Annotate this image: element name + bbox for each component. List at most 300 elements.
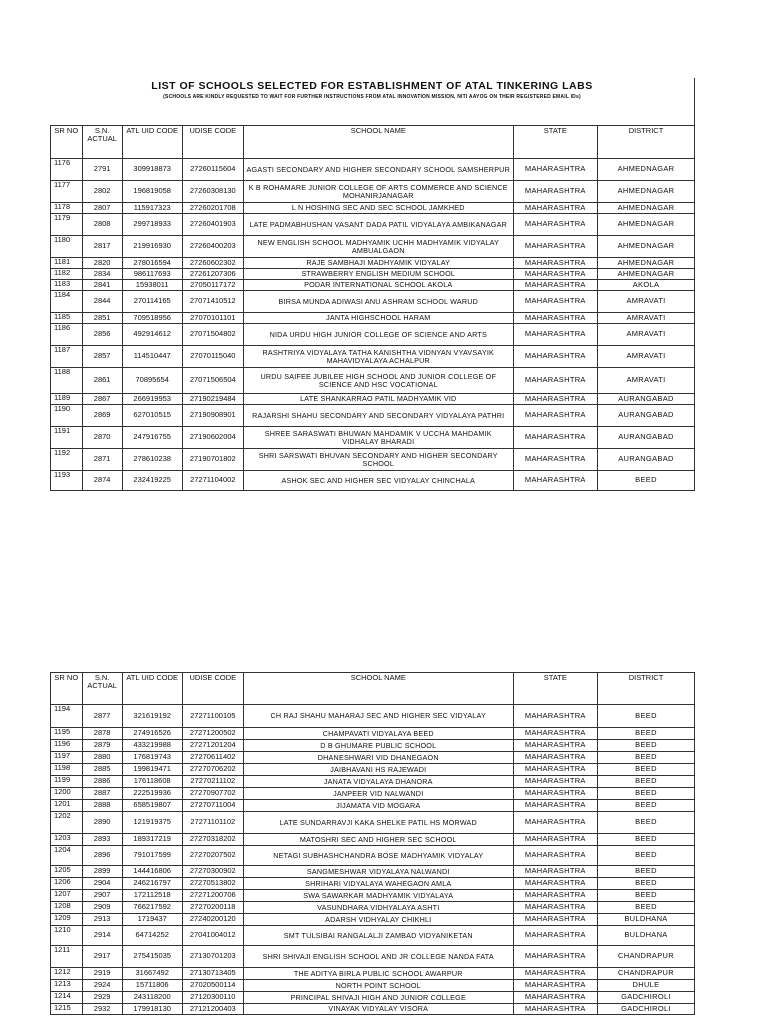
school-name-cell: SHRIHARI VIDYALAYA WAHEGAON AMLA [243, 878, 513, 890]
sn-actual-cell: 2907 [82, 890, 122, 902]
atl-uid-cell: 176819743 [122, 752, 182, 764]
sn-actual-cell: 2841 [82, 280, 122, 291]
sn-actual-cell: 2874 [82, 471, 122, 491]
sn-actual-cell: 2919 [82, 968, 122, 980]
sr-no-cell: 1196 [51, 740, 83, 752]
school-name-cell: SMT TULSIBAI RANGALALJI ZAMBAD VIDYANIKETAN [243, 926, 513, 946]
udise-code-cell: 27070115040 [182, 346, 243, 368]
atl-uid-cell: 232419225 [122, 471, 182, 491]
district-cell: AHMEDNAGAR [597, 181, 694, 203]
sr-no-cell: 1214 [51, 992, 83, 1004]
udise-code-cell: 27240200120 [182, 914, 243, 926]
sn-actual-cell: 2869 [82, 405, 122, 427]
sr-no-cell: 1211 [51, 946, 83, 968]
district-cell: DHULE [597, 980, 694, 992]
sr-no-cell: 1187 [51, 346, 83, 368]
school-name-cell: RAJARSHI SHAHU SECONDARY AND SECONDARY VIDYALAYA PATHRI [243, 405, 513, 427]
atl-uid-cell: 766217592 [122, 902, 182, 914]
header-state: STATE [513, 673, 597, 705]
udise-code-cell: 27121200403 [182, 1004, 243, 1015]
district-cell: CHANDRAPUR [597, 946, 694, 968]
school-name-cell: DHANESHWARI VID DHANEGAON [243, 752, 513, 764]
sn-actual-cell: 2899 [82, 866, 122, 878]
udise-code-cell: 27071506504 [182, 368, 243, 394]
udise-code-cell: 27190219484 [182, 394, 243, 405]
sn-actual-cell: 2870 [82, 427, 122, 449]
sr-no-cell: 1203 [51, 834, 83, 846]
udise-code-cell: 27260401903 [182, 214, 243, 236]
sn-actual-cell: 2834 [82, 269, 122, 280]
sr-no-cell: 1209 [51, 914, 83, 926]
state-cell: MAHARASHTRA [513, 471, 597, 491]
state-cell: MAHARASHTRA [513, 926, 597, 946]
district-cell: BEED [597, 776, 694, 788]
udise-code-cell: 27260115604 [182, 159, 243, 181]
sn-actual-cell: 2791 [82, 159, 122, 181]
udise-code-cell: 27270907702 [182, 788, 243, 800]
atl-uid-cell: 176118608 [122, 776, 182, 788]
district-cell: BEED [597, 788, 694, 800]
atl-uid-cell: 199819471 [122, 764, 182, 776]
table-row [51, 258, 695, 269]
state-cell: MAHARASHTRA [513, 968, 597, 980]
table-header-row [51, 126, 695, 159]
school-name-cell: RAJE SAMBHAJI MADHYAMIK VIDYALAY [243, 258, 513, 269]
state-cell: MAHARASHTRA [513, 214, 597, 236]
district-cell: AURANGABAD [597, 405, 694, 427]
sr-no-cell: 1194 [51, 705, 83, 728]
sr-no-cell: 1180 [51, 236, 83, 258]
header-udise-code: UDISE CODE [182, 673, 243, 705]
district-cell: AMRAVATI [597, 346, 694, 368]
header-sr-no: SR NO [51, 126, 83, 159]
atl-uid-cell: 274916526 [122, 728, 182, 740]
state-cell: MAHARASHTRA [513, 902, 597, 914]
header-sr-no: SR NO [51, 673, 83, 705]
district-cell: BEED [597, 800, 694, 812]
udise-code-cell: 27271100105 [182, 705, 243, 728]
state-cell: MAHARASHTRA [513, 866, 597, 878]
sn-actual-cell: 2861 [82, 368, 122, 394]
udise-code-cell: 27270706202 [182, 764, 243, 776]
school-name-cell: NIDA URDU HIGH JUNIOR COLLEGE OF SCIENCE AND ARTS [243, 324, 513, 346]
school-name-cell: RASHTRIYA VIDYALAYA TATHA KANISHTHA VIDNYAN VYAVSAYIK MAHAVIDYALAYA ACHALPUR [243, 346, 513, 368]
district-cell: BULDHANA [597, 914, 694, 926]
school-name-cell: STRAWBERRY ENGLISH MEDIUM SCHOOL [243, 269, 513, 280]
table-row [51, 269, 695, 280]
udise-code-cell: 27190602004 [182, 427, 243, 449]
sr-no-cell: 1213 [51, 980, 83, 992]
page-frame-line [694, 78, 695, 126]
school-name-cell: NEW ENGLISH SCHOOL MADHYAMIK UCHH MADHYAMIK VIDYALAY AMBUALGAON [243, 236, 513, 258]
sr-no-cell: 1202 [51, 812, 83, 834]
district-cell: AURANGABAD [597, 394, 694, 405]
district-cell: AMRAVATI [597, 313, 694, 324]
state-cell: MAHARASHTRA [513, 812, 597, 834]
sn-actual-cell: 2896 [82, 846, 122, 866]
table-row [51, 764, 695, 776]
district-cell: BEED [597, 752, 694, 764]
district-cell: BEED [597, 834, 694, 846]
district-cell: AMRAVATI [597, 368, 694, 394]
state-cell: MAHARASHTRA [513, 846, 597, 866]
state-cell: MAHARASHTRA [513, 878, 597, 890]
state-cell: MAHARASHTRA [513, 258, 597, 269]
table-row [51, 846, 695, 866]
district-cell: CHANDRAPUR [597, 968, 694, 980]
atl-uid-cell: 196819058 [122, 181, 182, 203]
atl-uid-cell: 709518956 [122, 313, 182, 324]
state-cell: MAHARASHTRA [513, 291, 597, 313]
sr-no-cell: 1181 [51, 258, 83, 269]
state-cell: MAHARASHTRA [513, 800, 597, 812]
state-cell: MAHARASHTRA [513, 394, 597, 405]
sn-actual-cell: 2880 [82, 752, 122, 764]
udise-code-cell: 27120300110 [182, 992, 243, 1004]
sn-actual-cell: 2924 [82, 980, 122, 992]
state-cell: MAHARASHTRA [513, 236, 597, 258]
district-cell: AURANGABAD [597, 427, 694, 449]
sn-actual-cell: 2929 [82, 992, 122, 1004]
sr-no-cell: 1182 [51, 269, 83, 280]
table-body-2 [51, 705, 695, 1015]
school-name-cell: NORTH POINT SCHOOL [243, 980, 513, 992]
state-cell: MAHARASHTRA [513, 752, 597, 764]
school-name-cell: K B ROHAMARE JUNIOR COLLEGE OF ARTS COMMERCE AND SCIENCE MOHANIRJANAGAR [243, 181, 513, 203]
district-cell: BEED [597, 890, 694, 902]
atl-uid-cell: 115917323 [122, 203, 182, 214]
sn-actual-cell: 2914 [82, 926, 122, 946]
school-name-cell: BIRSA MUNDA ADIWASI ANU ASHRAM SCHOOL WARUD [243, 291, 513, 313]
atl-uid-cell: 266919953 [122, 394, 182, 405]
school-name-cell: LATE SUNDARRAVJI KAKA SHELKE PATIL HS MORWAD [243, 812, 513, 834]
header-udise-code: UDISE CODE [182, 126, 243, 159]
sr-no-cell: 1199 [51, 776, 83, 788]
state-cell: MAHARASHTRA [513, 280, 597, 291]
sr-no-cell: 1189 [51, 394, 83, 405]
school-name-cell: LATE SHANKARRAO PATIL MADHYAMIK VID [243, 394, 513, 405]
udise-code-cell: 27271200706 [182, 890, 243, 902]
table-row [51, 313, 695, 324]
school-name-cell: LATE PADMABHUSHAN VASANT DADA PATIL VIDYALAYA AMBIKANAGAR [243, 214, 513, 236]
table-row [51, 346, 695, 368]
school-name-cell: L N HOSHING SEC AND SEC SCHOOL JAMKHED [243, 203, 513, 214]
sn-actual-cell: 2857 [82, 346, 122, 368]
table-row [51, 427, 695, 449]
atl-uid-cell: 247916755 [122, 427, 182, 449]
atl-uid-cell: 1719437 [122, 914, 182, 926]
udise-code-cell: 27020500114 [182, 980, 243, 992]
state-cell: MAHARASHTRA [513, 368, 597, 394]
sn-actual-cell: 2913 [82, 914, 122, 926]
udise-code-cell: 27130713405 [182, 968, 243, 980]
state-cell: MAHARASHTRA [513, 992, 597, 1004]
sn-actual-cell: 2890 [82, 812, 122, 834]
sr-no-cell: 1204 [51, 846, 83, 866]
state-cell: MAHARASHTRA [513, 740, 597, 752]
state-cell: MAHARASHTRA [513, 405, 597, 427]
table-row [51, 324, 695, 346]
state-cell: MAHARASHTRA [513, 890, 597, 902]
state-cell: MAHARASHTRA [513, 834, 597, 846]
state-cell: MAHARASHTRA [513, 346, 597, 368]
header-atl-uid-code: ATL UID CODE [122, 126, 182, 159]
udise-code-cell: 27271101102 [182, 812, 243, 834]
table-row [51, 449, 695, 471]
sn-actual-cell: 2909 [82, 902, 122, 914]
sn-actual-cell: 2888 [82, 800, 122, 812]
school-name-cell: URDU SAIFEE JUBILEE HIGH SCHOOL AND JUNIOR COLLEGE OF SCIENCE AND HSC VOCATIONAL [243, 368, 513, 394]
table-row [51, 776, 695, 788]
atl-uid-cell: 31667492 [122, 968, 182, 980]
district-cell: AHMEDNAGAR [597, 269, 694, 280]
udise-code-cell: 27261207306 [182, 269, 243, 280]
atl-uid-cell: 15938011 [122, 280, 182, 291]
table-row [51, 368, 695, 394]
schools-table-2 [50, 672, 695, 1015]
atl-uid-cell: 222519936 [122, 788, 182, 800]
district-cell: BEED [597, 728, 694, 740]
table-row [51, 968, 695, 980]
school-name-cell: ADARSH VIDHYALAY CHIKHLI [243, 914, 513, 926]
state-cell: MAHARASHTRA [513, 181, 597, 203]
state-cell: MAHARASHTRA [513, 324, 597, 346]
sn-actual-cell: 2867 [82, 394, 122, 405]
table-row [51, 752, 695, 764]
sr-no-cell: 1183 [51, 280, 83, 291]
school-name-cell: CH RAJ SHAHU MAHARAJ SEC AND HIGHER SEC VIDYALAY [243, 705, 513, 728]
state-cell: MAHARASHTRA [513, 946, 597, 968]
school-name-cell: NETAGI SUBHASHCHANDRA BOSE MADHYAMIK VIDYALAY [243, 846, 513, 866]
udise-code-cell: 27271200502 [182, 728, 243, 740]
udise-code-cell: 27270513802 [182, 878, 243, 890]
atl-uid-cell: 114510447 [122, 346, 182, 368]
udise-code-cell: 27190701802 [182, 449, 243, 471]
udise-code-cell: 27270300902 [182, 866, 243, 878]
udise-code-cell: 27260602302 [182, 258, 243, 269]
atl-uid-cell: 189317219 [122, 834, 182, 846]
district-cell: GADCHIROLI [597, 1004, 694, 1015]
state-cell: MAHARASHTRA [513, 705, 597, 728]
sn-actual-cell: 2917 [82, 946, 122, 968]
header-sn-actual: S.N. ACTUAL [82, 126, 122, 159]
sn-actual-cell: 2844 [82, 291, 122, 313]
school-name-cell: VASUNDHARA VIDHYALAYA ASHTI [243, 902, 513, 914]
school-name-cell: PRINCIPAL SHIVAJI HIGH AND JUNIOR COLLEGE [243, 992, 513, 1004]
school-name-cell: JANPEER VID NALWANDI [243, 788, 513, 800]
school-name-cell: JIJAMATA VID MOGARA [243, 800, 513, 812]
udise-code-cell: 27270318202 [182, 834, 243, 846]
sr-no-cell: 1177 [51, 181, 83, 203]
school-name-cell: JANTA HIGHSCHOOL HARAM [243, 313, 513, 324]
table-row [51, 866, 695, 878]
sr-no-cell: 1185 [51, 313, 83, 324]
atl-uid-cell: 791017599 [122, 846, 182, 866]
sr-no-cell: 1192 [51, 449, 83, 471]
sn-actual-cell: 2879 [82, 740, 122, 752]
sr-no-cell: 1207 [51, 890, 83, 902]
atl-uid-cell: 64714252 [122, 926, 182, 946]
school-name-cell: JAIBHAVANI HS RAJEWADI [243, 764, 513, 776]
udise-code-cell: 27270211102 [182, 776, 243, 788]
atl-uid-cell: 144416806 [122, 866, 182, 878]
udise-code-cell: 27260400203 [182, 236, 243, 258]
atl-uid-cell: 492914612 [122, 324, 182, 346]
udise-code-cell: 27050117172 [182, 280, 243, 291]
atl-uid-cell: 658519807 [122, 800, 182, 812]
schools-table-1 [50, 125, 695, 491]
sn-actual-cell: 2893 [82, 834, 122, 846]
school-name-cell: VINAYAK VIDYALAY VISORA [243, 1004, 513, 1015]
atl-uid-cell: 433219988 [122, 740, 182, 752]
school-name-cell: AGASTI SECONDARY AND HIGHER SECONDARY SCHOOL SAMSHERPUR [243, 159, 513, 181]
school-name-cell: SHRI SARSWATI BHUVAN SECONDARY AND HIGHER SECONDARY SCHOOL [243, 449, 513, 471]
state-cell: MAHARASHTRA [513, 269, 597, 280]
atl-uid-cell: 246216797 [122, 878, 182, 890]
table-row [51, 291, 695, 313]
sn-actual-cell: 2877 [82, 705, 122, 728]
header-district: DISTRICT [597, 673, 694, 705]
udise-code-cell: 27130701203 [182, 946, 243, 968]
school-name-cell: MATOSHRI SEC AND HIGHER SEC SCHOOL [243, 834, 513, 846]
sn-actual-cell: 2807 [82, 203, 122, 214]
udise-code-cell: 27270711004 [182, 800, 243, 812]
table-row [51, 740, 695, 752]
state-cell: MAHARASHTRA [513, 914, 597, 926]
table-row [51, 728, 695, 740]
state-cell: MAHARASHTRA [513, 449, 597, 471]
state-cell: MAHARASHTRA [513, 980, 597, 992]
sr-no-cell: 1208 [51, 902, 83, 914]
table-row [51, 705, 695, 728]
sr-no-cell: 1206 [51, 878, 83, 890]
document-title: LIST OF SCHOOLS SELECTED FOR ESTABLISHMENT OF ATAL TINKERING LABS [151, 80, 593, 92]
table-row [51, 946, 695, 968]
sr-no-cell: 1212 [51, 968, 83, 980]
table-header-row [51, 673, 695, 705]
atl-uid-cell: 299718933 [122, 214, 182, 236]
sn-actual-cell: 2871 [82, 449, 122, 471]
atl-uid-cell: 179918130 [122, 1004, 182, 1015]
state-cell: MAHARASHTRA [513, 159, 597, 181]
state-cell: MAHARASHTRA [513, 1004, 597, 1015]
district-cell: BEED [597, 846, 694, 866]
sr-no-cell: 1200 [51, 788, 83, 800]
school-name-cell: JANATA VIDYALAYA DHANORA [243, 776, 513, 788]
header-school-name: SCHOOL NAME [243, 673, 513, 705]
district-cell: AHMEDNAGAR [597, 258, 694, 269]
atl-uid-cell: 275415035 [122, 946, 182, 968]
table-row [51, 980, 695, 992]
district-cell: BEED [597, 878, 694, 890]
sn-actual-cell: 2851 [82, 313, 122, 324]
sr-no-cell: 1201 [51, 800, 83, 812]
sr-no-cell: 1198 [51, 764, 83, 776]
table-row [51, 394, 695, 405]
table-row [51, 181, 695, 203]
district-cell: BEED [597, 812, 694, 834]
udise-code-cell: 27270611402 [182, 752, 243, 764]
table-row [51, 203, 695, 214]
table-row [51, 471, 695, 491]
sr-no-cell: 1179 [51, 214, 83, 236]
district-cell: BEED [597, 471, 694, 491]
udise-code-cell: 27271104002 [182, 471, 243, 491]
udise-code-cell: 27270207502 [182, 846, 243, 866]
table-row [51, 405, 695, 427]
district-cell: BEED [597, 764, 694, 776]
table-row [51, 926, 695, 946]
school-name-cell: SWA SAWARKAR MADHYAMIK VIDYALAYA [243, 890, 513, 902]
table-row [51, 236, 695, 258]
table-row [51, 280, 695, 291]
table-body-1 [51, 159, 695, 491]
sr-no-cell: 1195 [51, 728, 83, 740]
header-state: STATE [513, 126, 597, 159]
header-atl-uid-code: ATL UID CODE [122, 673, 182, 705]
table-row [51, 812, 695, 834]
udise-code-cell: 27260308130 [182, 181, 243, 203]
sn-actual-cell: 2885 [82, 764, 122, 776]
sn-actual-cell: 2886 [82, 776, 122, 788]
sr-no-cell: 1197 [51, 752, 83, 764]
school-name-cell: SANGMESHWAR VIDYALAYA NALWANDI [243, 866, 513, 878]
sn-actual-cell: 2817 [82, 236, 122, 258]
school-name-cell: THE ADITYA BIRLA PUBLIC SCHOOL AWARPUR [243, 968, 513, 980]
district-cell: AMRAVATI [597, 291, 694, 313]
table-row [51, 1004, 695, 1015]
sn-actual-cell: 2878 [82, 728, 122, 740]
district-cell: BEED [597, 740, 694, 752]
table-row [51, 214, 695, 236]
state-cell: MAHARASHTRA [513, 788, 597, 800]
sn-actual-cell: 2887 [82, 788, 122, 800]
udise-code-cell: 27071410512 [182, 291, 243, 313]
header-district: DISTRICT [597, 126, 694, 159]
atl-uid-cell: 172112518 [122, 890, 182, 902]
school-name-cell: PODAR INTERNATIONAL SCHOOL AKOLA [243, 280, 513, 291]
state-cell: MAHARASHTRA [513, 203, 597, 214]
atl-uid-cell: 219916930 [122, 236, 182, 258]
state-cell: MAHARASHTRA [513, 427, 597, 449]
atl-uid-cell: 309918873 [122, 159, 182, 181]
sr-no-cell: 1215 [51, 1004, 83, 1015]
header-school-name: SCHOOL NAME [243, 126, 513, 159]
table-row [51, 914, 695, 926]
atl-uid-cell: 627010515 [122, 405, 182, 427]
sn-actual-cell: 2932 [82, 1004, 122, 1015]
school-name-cell: SHREE SARASWATI BHUWAN MAHDAMIK V UCCHA MAHDAMIK VIDHALAY BHARADI [243, 427, 513, 449]
district-cell: AMRAVATI [597, 324, 694, 346]
table-row [51, 788, 695, 800]
school-name-cell: CHAMPAVATI VIDYALAYA BEED [243, 728, 513, 740]
district-cell: AHMEDNAGAR [597, 236, 694, 258]
sr-no-cell: 1188 [51, 368, 83, 394]
sr-no-cell: 1186 [51, 324, 83, 346]
sn-actual-cell: 2820 [82, 258, 122, 269]
atl-uid-cell: 278016594 [122, 258, 182, 269]
udise-code-cell: 27190908901 [182, 405, 243, 427]
district-cell: AURANGABAD [597, 449, 694, 471]
state-cell: MAHARASHTRA [513, 764, 597, 776]
udise-code-cell: 27270200118 [182, 902, 243, 914]
table-row [51, 902, 695, 914]
sr-no-cell: 1210 [51, 926, 83, 946]
district-cell: AHMEDNAGAR [597, 214, 694, 236]
document-subtitle: (SCHOOLS ARE KINDLY REQUESTED TO WAIT FOR FURTHER INSTRUCTIONS FROM ATAL INNOVATION MISSION, NITI AAYOG ON THEIR REGISTERED EMAIL IDs) [163, 94, 581, 100]
table-row [51, 878, 695, 890]
sn-actual-cell: 2856 [82, 324, 122, 346]
